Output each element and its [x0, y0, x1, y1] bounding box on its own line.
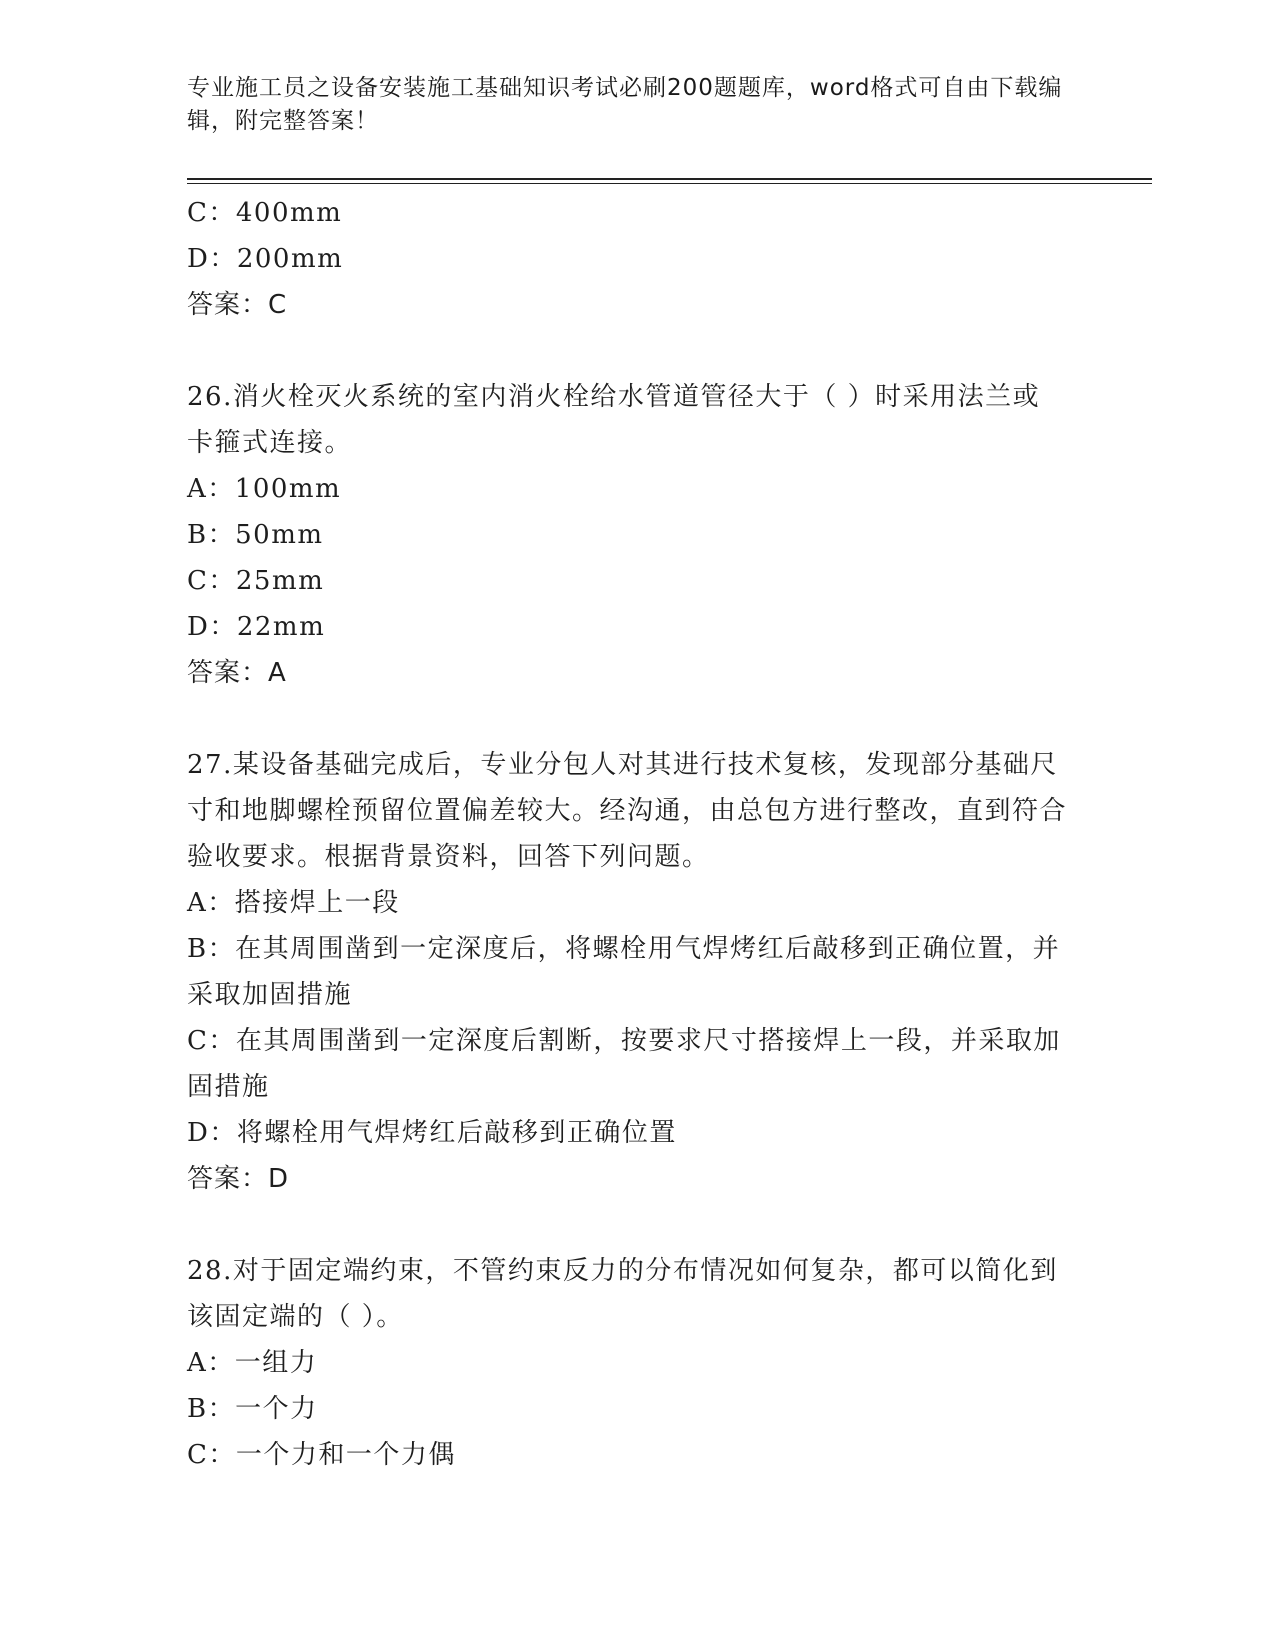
question-stem: 28.对于固定端约束，不管约束反力的分布情况如何复杂，都可以简化到该固定端的（ ）。	[187, 1256, 1058, 1332]
answer-line: 答案：C	[187, 290, 288, 320]
option-b: B：50mm	[187, 520, 324, 550]
option-c: C：25mm	[187, 566, 325, 596]
option-a: A：一组力	[187, 1348, 318, 1378]
question-27	[187, 742, 1067, 1202]
header-rule-thin	[187, 183, 1152, 184]
question-stem: 26.消火栓灭火系统的室内消火栓给水管道管径大于（ ）时采用法兰或卡箍式连接。	[187, 382, 1041, 458]
document-header: 专业施工员之设备安装施工基础知识考试必刷200题题库，word格式可自由下载编辑，附完整答案！	[187, 75, 1063, 134]
spacer	[187, 328, 1067, 374]
question-stem: 27.某设备基础完成后，专业分包人对其进行技术复核，发现部分基础尺寸和地脚螺栓预留位置偏差较大。经沟通，由总包方进行整改，直到符合验收要求。根据背景资料，回答下列问题。	[187, 750, 1068, 872]
option-d: D：将螺栓用气焊烤红后敲移到正确位置	[187, 1118, 677, 1148]
answer-line: 答案：A	[187, 658, 287, 688]
option-c: C：400mm	[187, 198, 343, 228]
option-a: A：搭接焊上一段	[187, 888, 400, 918]
option-c: C：一个力和一个力偶	[187, 1440, 456, 1470]
question-list	[187, 190, 1067, 1478]
option-c: C：在其周围凿到一定深度后割断，按要求尺寸搭接焊上一段，并采取加固措施	[187, 1026, 1061, 1102]
header-rule-thick	[187, 178, 1152, 180]
answer-line: 答案：D	[187, 1164, 290, 1194]
question-25-continuation	[187, 190, 1067, 328]
option-a: A：100mm	[187, 474, 342, 504]
spacer	[187, 696, 1067, 742]
question-28	[187, 1248, 1067, 1478]
spacer	[187, 1202, 1067, 1248]
option-b: B：一个力	[187, 1394, 318, 1424]
option-d: D：200mm	[187, 244, 344, 274]
option-b: B：在其周围凿到一定深度后，将螺栓用气焊烤红后敲移到正确位置，并采取加固措施	[187, 934, 1061, 1010]
option-d: D：22mm	[187, 612, 326, 642]
question-26	[187, 374, 1067, 696]
